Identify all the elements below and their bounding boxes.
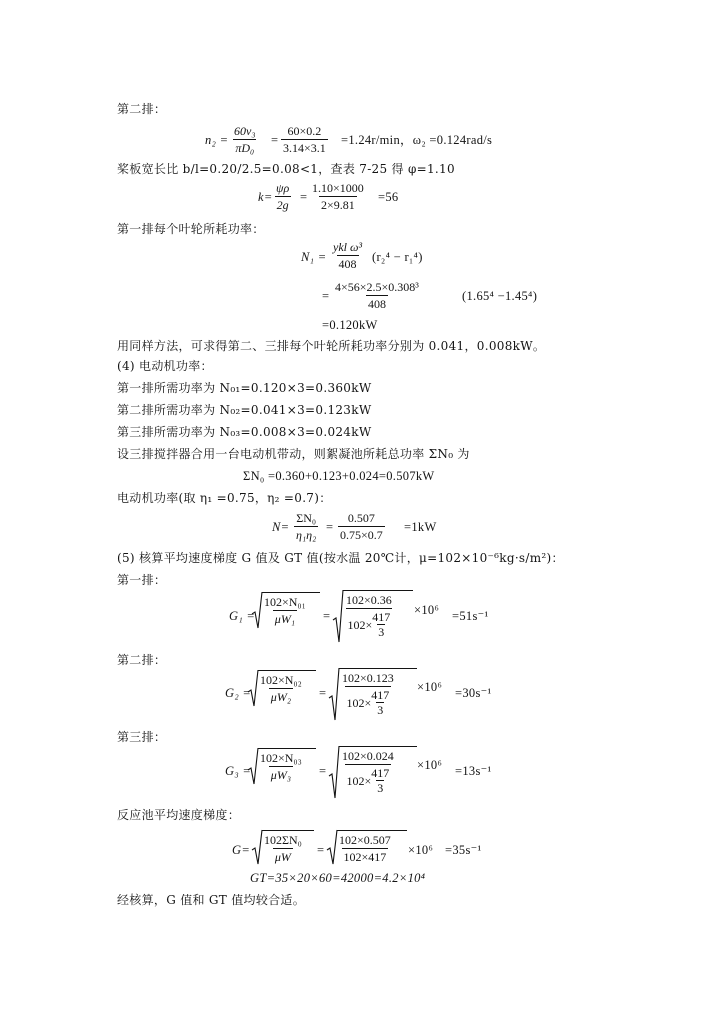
eq-n-frac1-den: η₁η₂ [296, 528, 317, 542]
eq-g3-rest: =13s⁻¹ [455, 764, 492, 778]
eq-g1-frac2-num: 102×0.36 [346, 593, 392, 607]
text-total-power-intro: 设三排搅拌器合用一台电动机带动，则絮凝池所耗总功率 ΣN₀ 为 [117, 447, 470, 461]
eq-k-lhs: k= [258, 190, 273, 204]
eq-n-eq: = [326, 520, 334, 534]
eq-g3-lhs: G₃ = [225, 764, 252, 778]
eq-n1-result: =0.120kW [322, 318, 378, 332]
eq-g3-frac2-den-a: 102× [346, 773, 372, 788]
eq-n2-eq: = [271, 133, 279, 147]
eq-n1-line2-frac-den: 408 [367, 297, 386, 311]
eq-n2-frac1-num: 60v₃ [234, 124, 256, 138]
eq-g1-lhs: G₁ = [229, 609, 256, 623]
eq-g3-radical2-icon [329, 746, 339, 800]
text-first-row-power: 第一排每个叶轮所耗功率： [117, 222, 265, 236]
eq-g1-frac1-den: μW₁ [274, 612, 295, 626]
eq-n2-frac1 [232, 124, 258, 155]
eq-g1-mult: ×10⁶ [414, 603, 440, 617]
eq-n-frac1-num: ΣN₀ [296, 511, 317, 525]
eq-g-radical2-icon [327, 830, 337, 866]
eq-n1-lhs: N₁ = [301, 250, 327, 264]
eq-g3-inner-num: 417 [371, 766, 390, 780]
eq-g1-rest: =51s⁻¹ [452, 609, 489, 623]
eq-g2-rest: =30s⁻¹ [455, 686, 492, 700]
eq-k-rest: =56 [378, 190, 399, 204]
eq-g2-inner-frac [371, 688, 389, 717]
eq-g2-frac1-den: μW₂ [270, 690, 291, 704]
eq-n-frac2 [338, 511, 385, 542]
eq-k-frac2-den: 2×9.81 [321, 198, 355, 212]
heading-row3: 第三排： [117, 730, 167, 744]
eq-g-frac1-num: 102ΣN₀ [264, 833, 302, 847]
eq-g2-frac2-den [345, 686, 392, 717]
eq-g3-eq: = [319, 764, 327, 778]
eq-g3-radical1-icon [248, 748, 258, 786]
eq-k-eq: = [300, 190, 308, 204]
eq-g1-frac2-den-a: 102× [347, 617, 373, 632]
eq-n1-line2-frac [333, 280, 421, 311]
eq-g-mult: ×10⁶ [408, 843, 434, 857]
eq-g2-frac2-den-a: 102× [346, 695, 372, 710]
eq-g-radical1-icon [252, 830, 262, 866]
eq-g1-radical2-bar [343, 590, 413, 591]
eq-g3-mult: ×10⁶ [417, 758, 443, 772]
eq-g2-inner-num: 417 [371, 688, 390, 702]
eq-k-frac2-num: 1.10×1000 [312, 181, 364, 195]
eq-g-frac1-den: μW [274, 850, 291, 864]
eq-n2-frac1-den: πD₀ [235, 141, 255, 155]
heading-average-gradient: 反应池平均速度梯度： [117, 808, 241, 822]
eq-g2-lhs: G₂ = [225, 686, 252, 700]
eq-g3-frac1-den: μW₃ [270, 768, 291, 782]
eq-g1-radical2-icon [333, 590, 343, 644]
eq-g1-frac2-den [346, 608, 393, 639]
eq-g-frac2-den: 102×417 [343, 850, 387, 864]
heading-velocity-gradient: (5) 核算平均速度梯度 G 值及 GT 值(按水温 20℃计，μ=102×10⁻⁶kg·s/m²)： [117, 551, 564, 565]
eq-g2-mult: ×10⁶ [417, 680, 443, 694]
eq-g2-frac1 [258, 673, 304, 704]
eq-n1-rest: (r₂⁴ − r₁⁴) [372, 250, 423, 264]
eq-g-rest: =35s⁻¹ [445, 843, 482, 857]
eq-n2-frac2-den: 3.14×3.1 [283, 141, 326, 155]
eq-g3-frac2 [340, 749, 396, 795]
eq-g1-frac2 [344, 593, 394, 639]
text-same-method: 用同样方法，可求得第二、三排每个叶轮所耗功率分别为 0.041，0.008kW。 [117, 339, 546, 353]
eq-n-frac1 [294, 511, 318, 542]
eq-g1-frac1-num: 102×N₀₁ [264, 595, 306, 609]
eq-g3-radical1-bar [258, 748, 316, 749]
eq-g3-radical2-bar [339, 746, 417, 747]
eq-g2-frac2 [340, 671, 396, 717]
eq-g1-radical1-icon [252, 592, 262, 630]
eq-g2-radical2-icon [329, 668, 339, 722]
eq-total-power: ΣN₀ =0.360+0.123+0.024=0.507kW [243, 469, 435, 483]
eq-g3-inner-frac [371, 766, 389, 795]
eq-k-frac1-den: 2g [276, 198, 289, 212]
eq-g2-eq: = [319, 686, 327, 700]
eq-g-radical2-bar [337, 830, 407, 831]
eq-g1-radical1-bar [262, 592, 320, 593]
eq-n-rest: =1kW [404, 520, 437, 534]
eq-n1-frac [331, 240, 364, 271]
eq-g3-frac2-den [345, 764, 392, 795]
eq-g1-inner-frac [372, 610, 390, 639]
eq-g2-frac1-num: 102×N₀₂ [260, 673, 302, 687]
eq-n2-rest: =1.24r/min，ω₂ =0.124rad/s [341, 133, 493, 147]
eq-n1-line2-rest: (1.65⁴ −1.45⁴) [462, 289, 538, 303]
text-conclusion: 经核算，G 值和 GT 值均较合适。 [117, 893, 306, 907]
eq-n1-frac-num: ykl ω³ [333, 240, 363, 254]
eq-n1-frac-den: 408 [338, 257, 357, 271]
eq-g2-radical1-icon [248, 670, 258, 708]
eq-g-frac2 [337, 833, 393, 864]
text-row3-power: 第三排所需功率为 N₀₃=0.008×3=0.024kW [117, 425, 372, 439]
eq-g3-inner-den: 3 [377, 781, 384, 795]
heading-motor-power: (4) 电动机功率： [117, 359, 213, 373]
eq-g-frac1 [262, 833, 304, 864]
eq-n1-line2-eq: = [322, 289, 330, 303]
heading-second-row: 第二排： [117, 102, 167, 116]
eq-n2-frac2 [281, 124, 328, 155]
eq-k-frac2 [310, 181, 366, 212]
eq-g-lhs: G= [232, 843, 251, 857]
eq-k-frac1 [274, 181, 291, 212]
eq-gt: GT=35×20×60=42000=4.2×10⁴ [250, 871, 426, 885]
eq-g1-inner-den: 3 [378, 625, 385, 639]
eq-n2-lhs: n₂ = [205, 133, 229, 147]
eq-n1-line2-frac-num: 4×56×2.5×0.308³ [335, 280, 419, 294]
text-row1-power: 第一排所需功率为 N₀₁=0.120×3=0.360kW [117, 381, 372, 395]
text-row2-power: 第二排所需功率为 N₀₂=0.041×3=0.123kW [117, 403, 372, 417]
eq-g2-frac2-num: 102×0.123 [342, 671, 394, 685]
heading-row2: 第二排： [117, 653, 167, 667]
eq-n-lhs: N= [272, 520, 290, 534]
eq-g-eq: = [317, 843, 325, 857]
eq-n2-frac2-num: 60×0.2 [287, 124, 322, 138]
eq-g1-inner-num: 417 [372, 610, 391, 624]
eq-g-frac2-num: 102×0.507 [339, 833, 391, 847]
eq-g3-frac1 [258, 751, 304, 782]
text-motor-efficiency: 电动机功率(取 η₁ =0.75，η₂ =0.7)： [117, 491, 332, 505]
eq-g2-radical1-bar [258, 670, 316, 671]
eq-g2-inner-den: 3 [377, 703, 384, 717]
eq-n-frac2-den: 0.75×0.7 [340, 528, 383, 542]
eq-g-radical1-bar [262, 830, 314, 831]
eq-g3-frac1-num: 102×N₀₃ [260, 751, 302, 765]
eq-g3-frac2-num: 102×0.024 [342, 749, 394, 763]
eq-n-frac2-num: 0.507 [347, 511, 375, 525]
eq-g1-frac1 [262, 595, 308, 626]
heading-row1: 第一排： [117, 573, 167, 587]
eq-k-frac1-num: ψρ [276, 181, 290, 195]
text-width-ratio: 桨板宽长比 b/l=0.20/2.5=0.08<1，查表 7-25 得 φ=1.10 [117, 162, 455, 176]
eq-g1-eq: = [323, 609, 331, 623]
eq-g2-radical2-bar [339, 668, 417, 669]
